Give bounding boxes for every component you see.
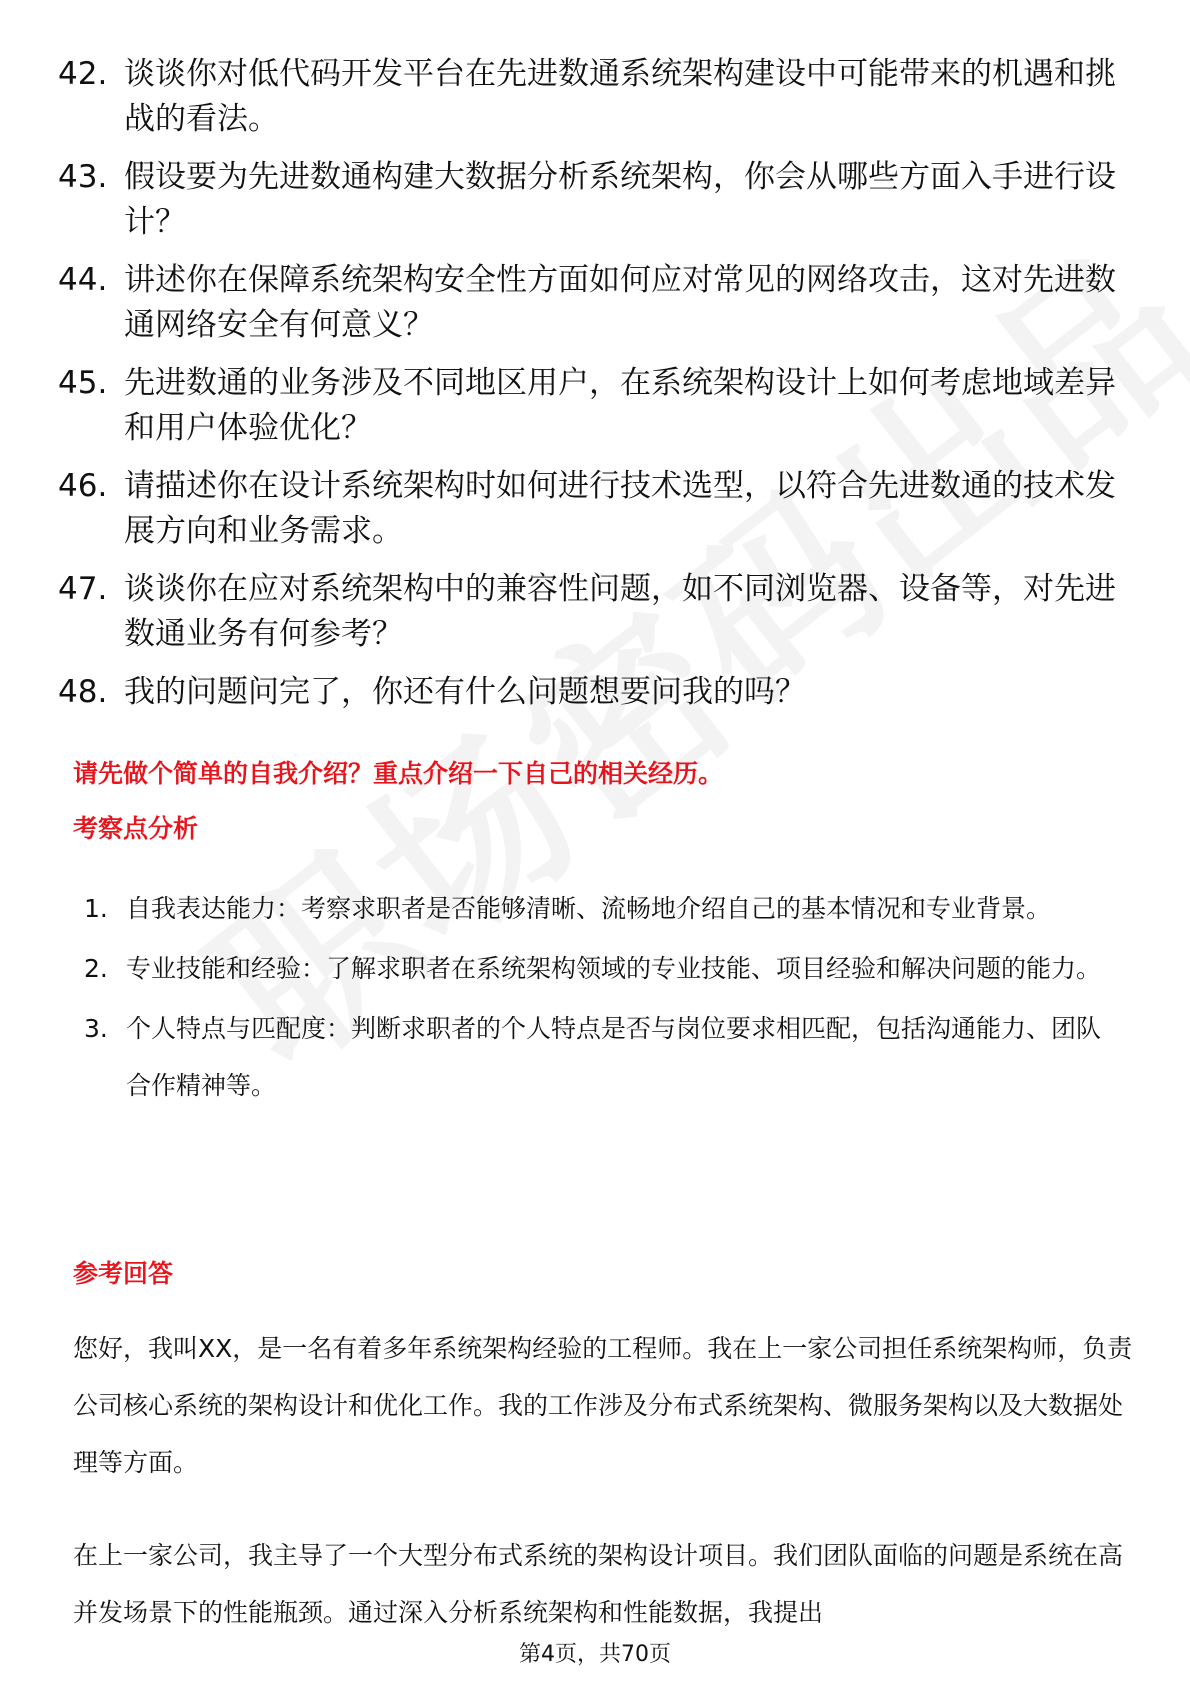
analysis-text: 个人特点与匹配度：判断求职者的个人特点是否与岗位要求相匹配，包括沟通能力、团队合作精神等。 — [126, 1014, 1102, 1100]
analysis-text: 专业技能和经验：了解求职者在系统架构领域的专业技能、项目经验和解决问题的能力。 — [126, 954, 1102, 983]
question-item — [58, 567, 1138, 657]
answer-paragraph: 您好，我叫XX，是一名有着多年系统架构经验的工程师。我在上一家公司担任系统架构师，负责公司核心系统的架构设计和优化工作。我的工作涉及分布式系统架构、微服务架构以及大数据处理等方面。 — [73, 1334, 1133, 1477]
analysis-number: 1. — [84, 894, 108, 923]
question-text: 先进数通的业务涉及不同地区用户，在系统架构设计上如何考虑地域差异和用户体验优化？ — [124, 365, 1116, 446]
question-list — [58, 52, 1138, 728]
question-number: 48. — [58, 674, 108, 710]
question-number: 47. — [58, 571, 108, 607]
interview-question-heading: 请先做个简单的自我介绍？重点介绍一下自己的相关经历。 — [73, 759, 724, 788]
question-text: 谈谈你在应对系统架构中的兼容性问题，如不同浏览器、设备等，对先进数通业务有何参考？ — [124, 571, 1116, 652]
analysis-item — [84, 940, 1124, 997]
question-text: 谈谈你对低代码开发平台在先进数通系统架构建设中可能带来的机遇和挑战的看法。 — [124, 56, 1116, 137]
question-number: 45. — [58, 365, 108, 401]
analysis-list — [84, 880, 1124, 1117]
question-number: 42. — [58, 56, 108, 92]
question-item — [58, 155, 1138, 245]
question-text: 我的问题问完了，你还有什么问题想要问我的吗？ — [124, 674, 806, 710]
analysis-number: 3. — [84, 1014, 108, 1043]
question-item — [58, 670, 1138, 715]
analysis-text: 自我表达能力：考察求职者是否能够清晰、流畅地介绍自己的基本情况和专业背景。 — [126, 894, 1052, 923]
question-item — [58, 258, 1138, 348]
page-footer: 第4页，共70页 — [519, 1642, 671, 1667]
question-item — [58, 52, 1138, 142]
question-text: 请描述你在设计系统架构时如何进行技术选型，以符合先进数通的技术发展方向和业务需求。 — [124, 468, 1116, 549]
question-number: 44. — [58, 262, 108, 298]
question-number: 46. — [58, 468, 108, 504]
analysis-heading: 考察点分析 — [73, 814, 199, 843]
question-item — [58, 361, 1138, 451]
question-text: 假设要为先进数通构建大数据分析系统架构，你会从哪些方面入手进行设计？ — [124, 159, 1116, 240]
question-number: 43. — [58, 159, 108, 195]
answer-heading: 参考回答 — [73, 1259, 174, 1288]
answer-paragraph: 在上一家公司，我主导了一个大型分布式系统的架构设计项目。我们团队面临的问题是系统在高并发场景下的性能瓶颈。通过深入分析系统架构和性能数据，我提出 — [73, 1541, 1124, 1627]
analysis-number: 2. — [84, 954, 108, 983]
analysis-item — [84, 1000, 1124, 1114]
question-item — [58, 464, 1138, 554]
question-text: 讲述你在保障系统架构安全性方面如何应对常见的网络攻击，这对先进数通网络安全有何意义？ — [124, 262, 1116, 343]
analysis-item — [84, 880, 1124, 937]
